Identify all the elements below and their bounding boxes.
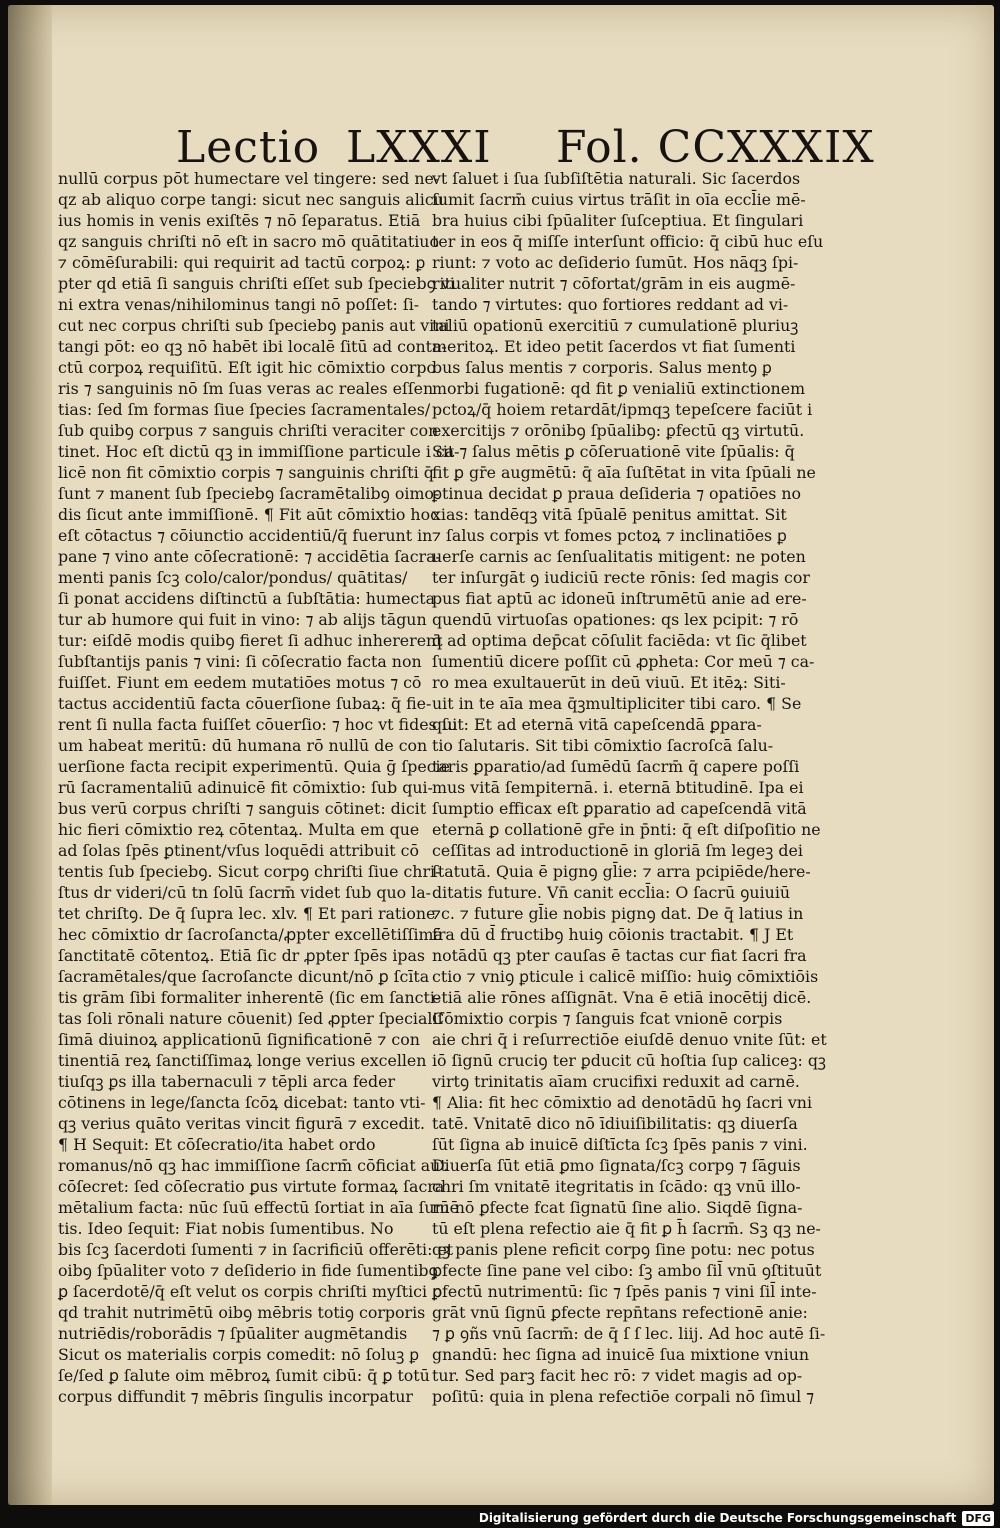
text-line: mus vitā ſempiternā. i. eternā btitudinē. Ipa ei [432,778,804,797]
text-line: eſt cōtactus ⁊ cōiunctio accidentiū/q̄ fuerunt in [58,526,433,545]
text-line: ter inſurgāt ꝯ iudiciū recte rōnis: ſed magis cor [432,568,810,587]
text-line: grāt vnū ſignū ꝑfecte repn̄tans refectionē anie: [432,1303,808,1322]
text-line: ſtatutā. Quia ē pignꝯ gl̄ie: ⁊ arra pcipiēde/here- [432,862,811,881]
text-line: ſtus dr videri/cū tn ſolū ſacrm̄ videt ſub quo la- [58,883,431,902]
text-line: quendū virtuoſas opationes: qs lex pcipit: ⁊ rō [432,610,799,629]
dfg-logo: DFG [962,1511,994,1526]
text-line: dis ſicut ante immiſſionē. ¶ Fit aūt cōmixtio hoc [58,505,439,524]
text-line: tiuſqꝫ ꝑs illa tabernaculi ⁊ tēpli arca feder [58,1072,396,1091]
header-folio: Fol. CCXXXIX [556,122,875,173]
text-line: tet chriſtꝯ. De q̄ ſupra lec. xlv. ¶ Et pari ratione [58,904,436,923]
text-line: mētalium facta: nūc ſuū effectū ſortiat in aīa ſumē [58,1198,459,1217]
text-line: riunt: ⁊ voto ac deſiderio ſumūt. Hos nāqꝫ ſpi- [432,253,799,272]
text-line: cōtinens in lege/ſancta ſcōꝝ dicebat: tanto vti- [58,1093,426,1112]
text-line: qꝫ verius quāto veritas vincit figurā ⁊ excedit. [58,1114,426,1133]
header-lectio: Lectio [176,122,321,173]
text-line: pus fiat aptū ac idoneū inſtrumētū anie ad ere- [432,589,807,608]
text-line: Diuerſa ſūt etiā ꝑmo ſignata/ſcꝫ corpꝯ ⁊ ſāguis [432,1156,801,1175]
text-line: ſi ponat accidens diſtinctū a ſubſtātia: humecta [58,589,436,608]
text-line: tur. Sed parꝫ facit hec rō: ⁊ videt magis ad op- [432,1366,803,1385]
text-line: ceſſitas ad introductionē in gloriā ſm legeꝫ dei [432,841,803,860]
text-line: Sicut os materialis corpis comedit: nō ſoluꝫ ꝑ [58,1345,420,1364]
right-text-column [432,168,827,1407]
text-line: Cōmixtio corpis ⁊ ſanguis fcat vnionē corpis [432,1009,783,1028]
text-line: ꝑfecte ſine pane vel cibo: ſꝫ ambo ſil̄ vnū ꝯſtituūt [432,1261,822,1280]
text-line: ius homis in venis exiſtēs ⁊ nō ſeparatus. Etiā [58,211,421,230]
text-line: ¶ H Sequit: Et cōſecratio/ita habet ordo [58,1135,376,1154]
text-line: romanus/nō qꝫ hac immiſſione ſacrm̄ cōficiat aut [58,1156,447,1175]
text-line: xias: tandēqꝫ vitā ſpūalē penitus amittat. Sit [432,505,787,524]
text-line: ſūt ſigna ab inuicē diſtīcta ſcꝫ ſpēs panis ⁊ vini. [432,1135,808,1154]
text-line: ⁊ ſalus corpis vt fomes pctoꝝ ⁊ inclinatiōes ꝑ [432,526,787,545]
text-line: notādū qꝫ pter cauſas ē tactas cur fiat ſacri fra [432,946,807,965]
text-line: taris ꝑparatio/ad ſumēdū ſacrm̄ q̄ capere poſſi [432,757,800,776]
text-line: Sit ⁊ ſalus mētis ꝑ cōſeruationē vite ſpūalis: q̄ [432,442,795,461]
text-line: qz sanguis chriſti nō eſt in sacro mō quātitatiuo [58,232,439,251]
text-line: ꝑtinua decidat ꝑ praua deſideria ⁊ opatiōes no [432,484,802,503]
text-line: tinet. Hoc eſt dictū qꝫ in immiſſione particule i ca- [58,442,460,461]
text-line: ſacramētales/que ſacroſancte dicunt/nō ꝑ ſcīta [58,967,430,986]
text-line: pter qd etiā ſi sanguis chriſti eſſet sub ſpeciebꝯ vi [58,274,455,293]
text-line: ro mea exultauerūt in deū viuū. Et itēꝝ: Siti- [432,673,786,692]
text-line: q̄ ad optima dep̄cat cōſulit faciēda: vt ſic q̄libet [432,631,807,650]
text-line: licē non fit cōmixtio corpis ⁊ sanguinis chriſti q̄ [58,463,434,482]
text-line: rū nō ꝑfecte fcat ſignatū ſine alio. Siqdē ſigna- [432,1198,803,1217]
text-line: iō ſignū cruciꝯ ter ꝑducit cū hoſtia ſup caliceꝫ: qꝫ [432,1051,827,1070]
text-line: gnandū: hec ſigna ad inuicē ſua mixtione vniun [432,1345,810,1364]
text-line: ⁊ ꝑ ꝯñs vnū ſacrm̄: de q̄ ſ ſ lec. liij. Ad hoc autē ſi- [432,1324,826,1343]
text-line: ter in eos q̄ miſſe interſunt officio: q̄ cibū huc eſu [432,232,824,251]
manuscript-page [8,5,994,1505]
text-line: pctoꝝ/q̄ hoiem retardāt/ipmqꝫ tepeſcere faciūt i [432,400,813,419]
text-line: ſe/ſed ꝑ ſalute oim mēbroꝝ ſumit cibū: q̄ ꝑ totū [58,1366,430,1385]
text-line: virtꝯ trinitatis aīam crucifixi reduxit ad carnē. [432,1072,800,1091]
text-line: ſanctitatē cōtentoꝝ. Etiā ſic dr ꝓpter ſpēs ipas [58,946,426,965]
text-line: hec cōmixtio dr ſacroſancta/ꝓpter excellētiſſimā [58,925,443,944]
text-line: ſunt ⁊ manent ſub ſpeciebꝯ ſacramētalibꝯ oimo- [58,484,440,503]
text-line: fra dū d̄ fructibꝯ huiꝯ cōionis tractabit. ¶ J Et [432,925,794,944]
text-line: oibꝯ ſpūaliter voto ⁊ deſiderio in fide ſumentibꝯ [58,1261,438,1280]
text-line: tangi pōt: eo qꝫ nō habēt ibi localē ſitū ad conta- [58,337,447,356]
text-line: corpus diffundit ⁊ mēbris ſingulis incorpatur [58,1387,413,1406]
text-line: tur ab humore qui fuit in vino: ⁊ ab alijs tāgun [58,610,427,629]
text-line: pane ⁊ vino ante cōſecrationē: ⁊ accidētia ſacra- [58,547,441,566]
text-line: ctū corpoꝝ requiſitū. Eſt igit hic cōmixtio corpo [58,358,436,377]
text-line: ni extra venas/nihilominus tangi nō poſſet: ſi- [58,295,420,314]
text-line: tinentiā reꝝ ſanctiſſimaꝝ longe verius excellen [58,1051,427,1070]
text-line: menti panis ſcꝫ colo/calor/pondus/ quātitas/ [58,568,408,587]
text-line: um habeat meritū: dū humana rō nullū de con [58,736,428,755]
text-line: morbi fugationē: qd fit ꝑ venialiū extinctionem [432,379,806,398]
text-line: meritoꝝ. Et ideo petit ſacerdos vt fiat ſumenti [432,337,796,356]
text-line: tactus accidentiū facta cōuerſione ſubaꝝ: q̄ fie- [58,694,432,713]
text-line: ſumentiū dicere poſſit cū ꝓpheta: Cor meū ⁊ ca- [432,652,815,671]
header-lecture-number: LXXXI [346,122,492,173]
text-line: uit in te aīa mea q̄ꝫmultipliciter tibi caro. ¶ Se [432,694,802,713]
text-line: uerſe carnis ac ſenſualitatis mitigent: ne poten [432,547,806,566]
text-line: qd trahit nutrimētū oibꝯ mēbris totiꝯ corporis [58,1303,426,1322]
text-line: nullū corpus pōt humectare vel tingere: sed ne- [58,169,440,188]
text-line: bra huius cibi ſpūaliter ſuſceptiua. Et ſingulari [432,211,804,230]
text-line: rū ſacramentaliū adinuicē fit cōmixtio: ſub qui- [58,778,433,797]
text-line: aie chri q̄ i reſurrectiōe eiuſdē denuo vnite ſūt: et [432,1030,827,1049]
text-line: nutriēdis/roborādis ⁊ ſpūaliter augmētandis [58,1324,408,1343]
text-line: quit: Et ad eternā vitā capeſcendā ꝑpara- [432,715,762,734]
left-text-column [58,168,460,1407]
text-line: ſubſtantijs panis ⁊ vini: ſi cōſecratio facta non [58,652,422,671]
funding-credit-text: Digitalisierung gefördert durch die Deutsche Forschungsgemeinschaft [478,1511,957,1525]
footer-credit [479,1509,994,1527]
text-line: fit ꝑ gr̄e augmētū: q̄ aīa ſuſtētat in vita ſpūali ne [432,463,816,482]
text-line: poſitū: quia in plena refectiōe corpali nō ſimul ⁊ [432,1387,815,1406]
text-line: hic fieri cōmixtio reꝝ cōtentaꝝ. Multa em que [58,820,420,839]
page-header [8,123,994,173]
text-line: tis. Ideo ſequit: Fiat nobis ſumentibus. No [58,1219,394,1238]
text-line: ad ſolas ſpēs ꝑtinent/vſus loquēdi attribuit cō [58,841,419,860]
text-line: fuiſſet. Fiunt em eedem mutatiōes motus ⁊ cō [58,673,422,692]
text-line: ꝑfectū nutrimentū: ſic ⁊ ſpēs panis ⁊ vini ſil̄ inte- [432,1282,817,1301]
text-line: tias: ſed ſm formas ſiue ſpecies ſacramentales/ [58,400,431,419]
text-line: bus verū corpus chriſti ⁊ sanguis cōtinet: dicit [58,799,427,818]
text-line: ditatis future. Vn̄ canit eccl̄ia: O ſacrū ꝯuiuiū [432,883,791,902]
text-line: ctio ⁊ vniꝯ ꝑticule i calicē miſſio: huiꝯ cōmixtiōis [432,967,819,986]
text-line: qꝫ panis plene reficit corpꝯ ſine potu: nec potus [432,1240,815,1259]
text-line: uerſione facta recipit experimentū. Quia ḡ ſpecie [58,757,450,776]
text-line: ſumit ſacrm̄ cuius virtus trāſit in oīa eccl̄ie mē- [432,190,806,209]
text-line: etiā alie rōnes aſſignāt. Vna ē etiā inocētij dicē. [432,988,812,1007]
text-line: ſimā diuinoꝝ applicationū ſignificationē ⁊ con [58,1030,420,1049]
text-line: eternā ꝑ collationē gr̄e in p̄nti: q̄ eſt diſpoſitio ne [432,820,821,839]
text-line: rent ſi nulla facta fuiſſet cōuerſio: ⁊ hoc vt fides ſu [58,715,458,734]
text-line: tur: eiſdē modis quibꝯ fieret ſi adhuc inhererent [58,631,443,650]
text-line: chri ſm vnitatē itegritatis in ſcādo: qꝫ vnū illo- [432,1177,801,1196]
text-line: tū eſt plena refectio aie q̄ fit ꝑ h̄ ſacrm̄. Sꝫ qꝫ ne- [432,1219,821,1238]
binding-gutter [8,5,52,1505]
text-line: tis grām ſibi formaliter inherentē (ſic em ſancti- [58,988,441,1007]
text-line: ſumptio efficax eſt ꝑparatio ad capeſcendā vitā [432,799,807,818]
text-line: vt ſaluet i ſua ſubſiſtētia naturali. Sic ſacerdos [432,169,801,188]
text-line: tentis ſub ſpeciebꝯ. Sicut corpꝯ chriſti ſiue chri- [58,862,441,881]
text-line: tatē. Vnitatē dico nō īdiuiſibilitatis: qꝫ diuerſa [432,1114,798,1133]
text-line: bis ſcꝫ ſacerdoti ſumenti ⁊ in ſacrificiū offerēti: et [58,1240,454,1259]
text-line: exercitijs ⁊ orōnibꝯ ſpūalibꝯ: ꝑfectū qꝫ virtutū. [432,421,805,440]
text-line: ris ⁊ sanguinis nō ſm ſuas veras ac reales eſſen [58,379,434,398]
text-line: ſub quibꝯ corpus ⁊ sanguis chriſti veraciter con [58,421,439,440]
text-line: tio ſalutaris. Sit tibi cōmixtio ſacroſcā ſalu- [432,736,774,755]
text-line: ⁊c. ⁊ future gl̄ie nobis pignꝯ dat. De q̄ latius in [432,904,804,923]
text-line: tando ⁊ virtutes: quo fortiores reddant ad vi- [432,295,789,314]
text-line: cōſecret: ſed cōſecratio ꝑus virtute formaꝝ ſacra [58,1177,445,1196]
text-line: ⁊ cōmēſurabili: qui requirit ad tactū corpoꝝ: ꝑ [58,253,426,272]
text-line: qz ab aliquo corpe tangi: sicut nec sanguis alicu [58,190,444,209]
text-line: ¶ Alia: fit hec cōmixtio ad denotādū hꝯ ſacri vni [432,1093,812,1112]
text-line: ꝑ ſacerdotē/q̄ eſt velut os corpis chriſti myſtici ꝑ [58,1282,443,1301]
text-line: ritualiter nutrit ⁊ cōfortat/grām in eis augmē- [432,274,796,293]
text-line: bus ſalus mentis ⁊ corporis. Salus mentꝯ ꝑ [432,358,772,377]
text-line: tas ſoli rōnali nature cōuenit) ſed ꝓpter ſpecialiſ [58,1009,444,1028]
text-line: taliū opationū exercitiū ⁊ cumulationē pluriuꝫ [432,316,799,335]
text-line: cut nec corpus chriſti sub ſpeciebꝯ panis aut vini [58,316,450,335]
